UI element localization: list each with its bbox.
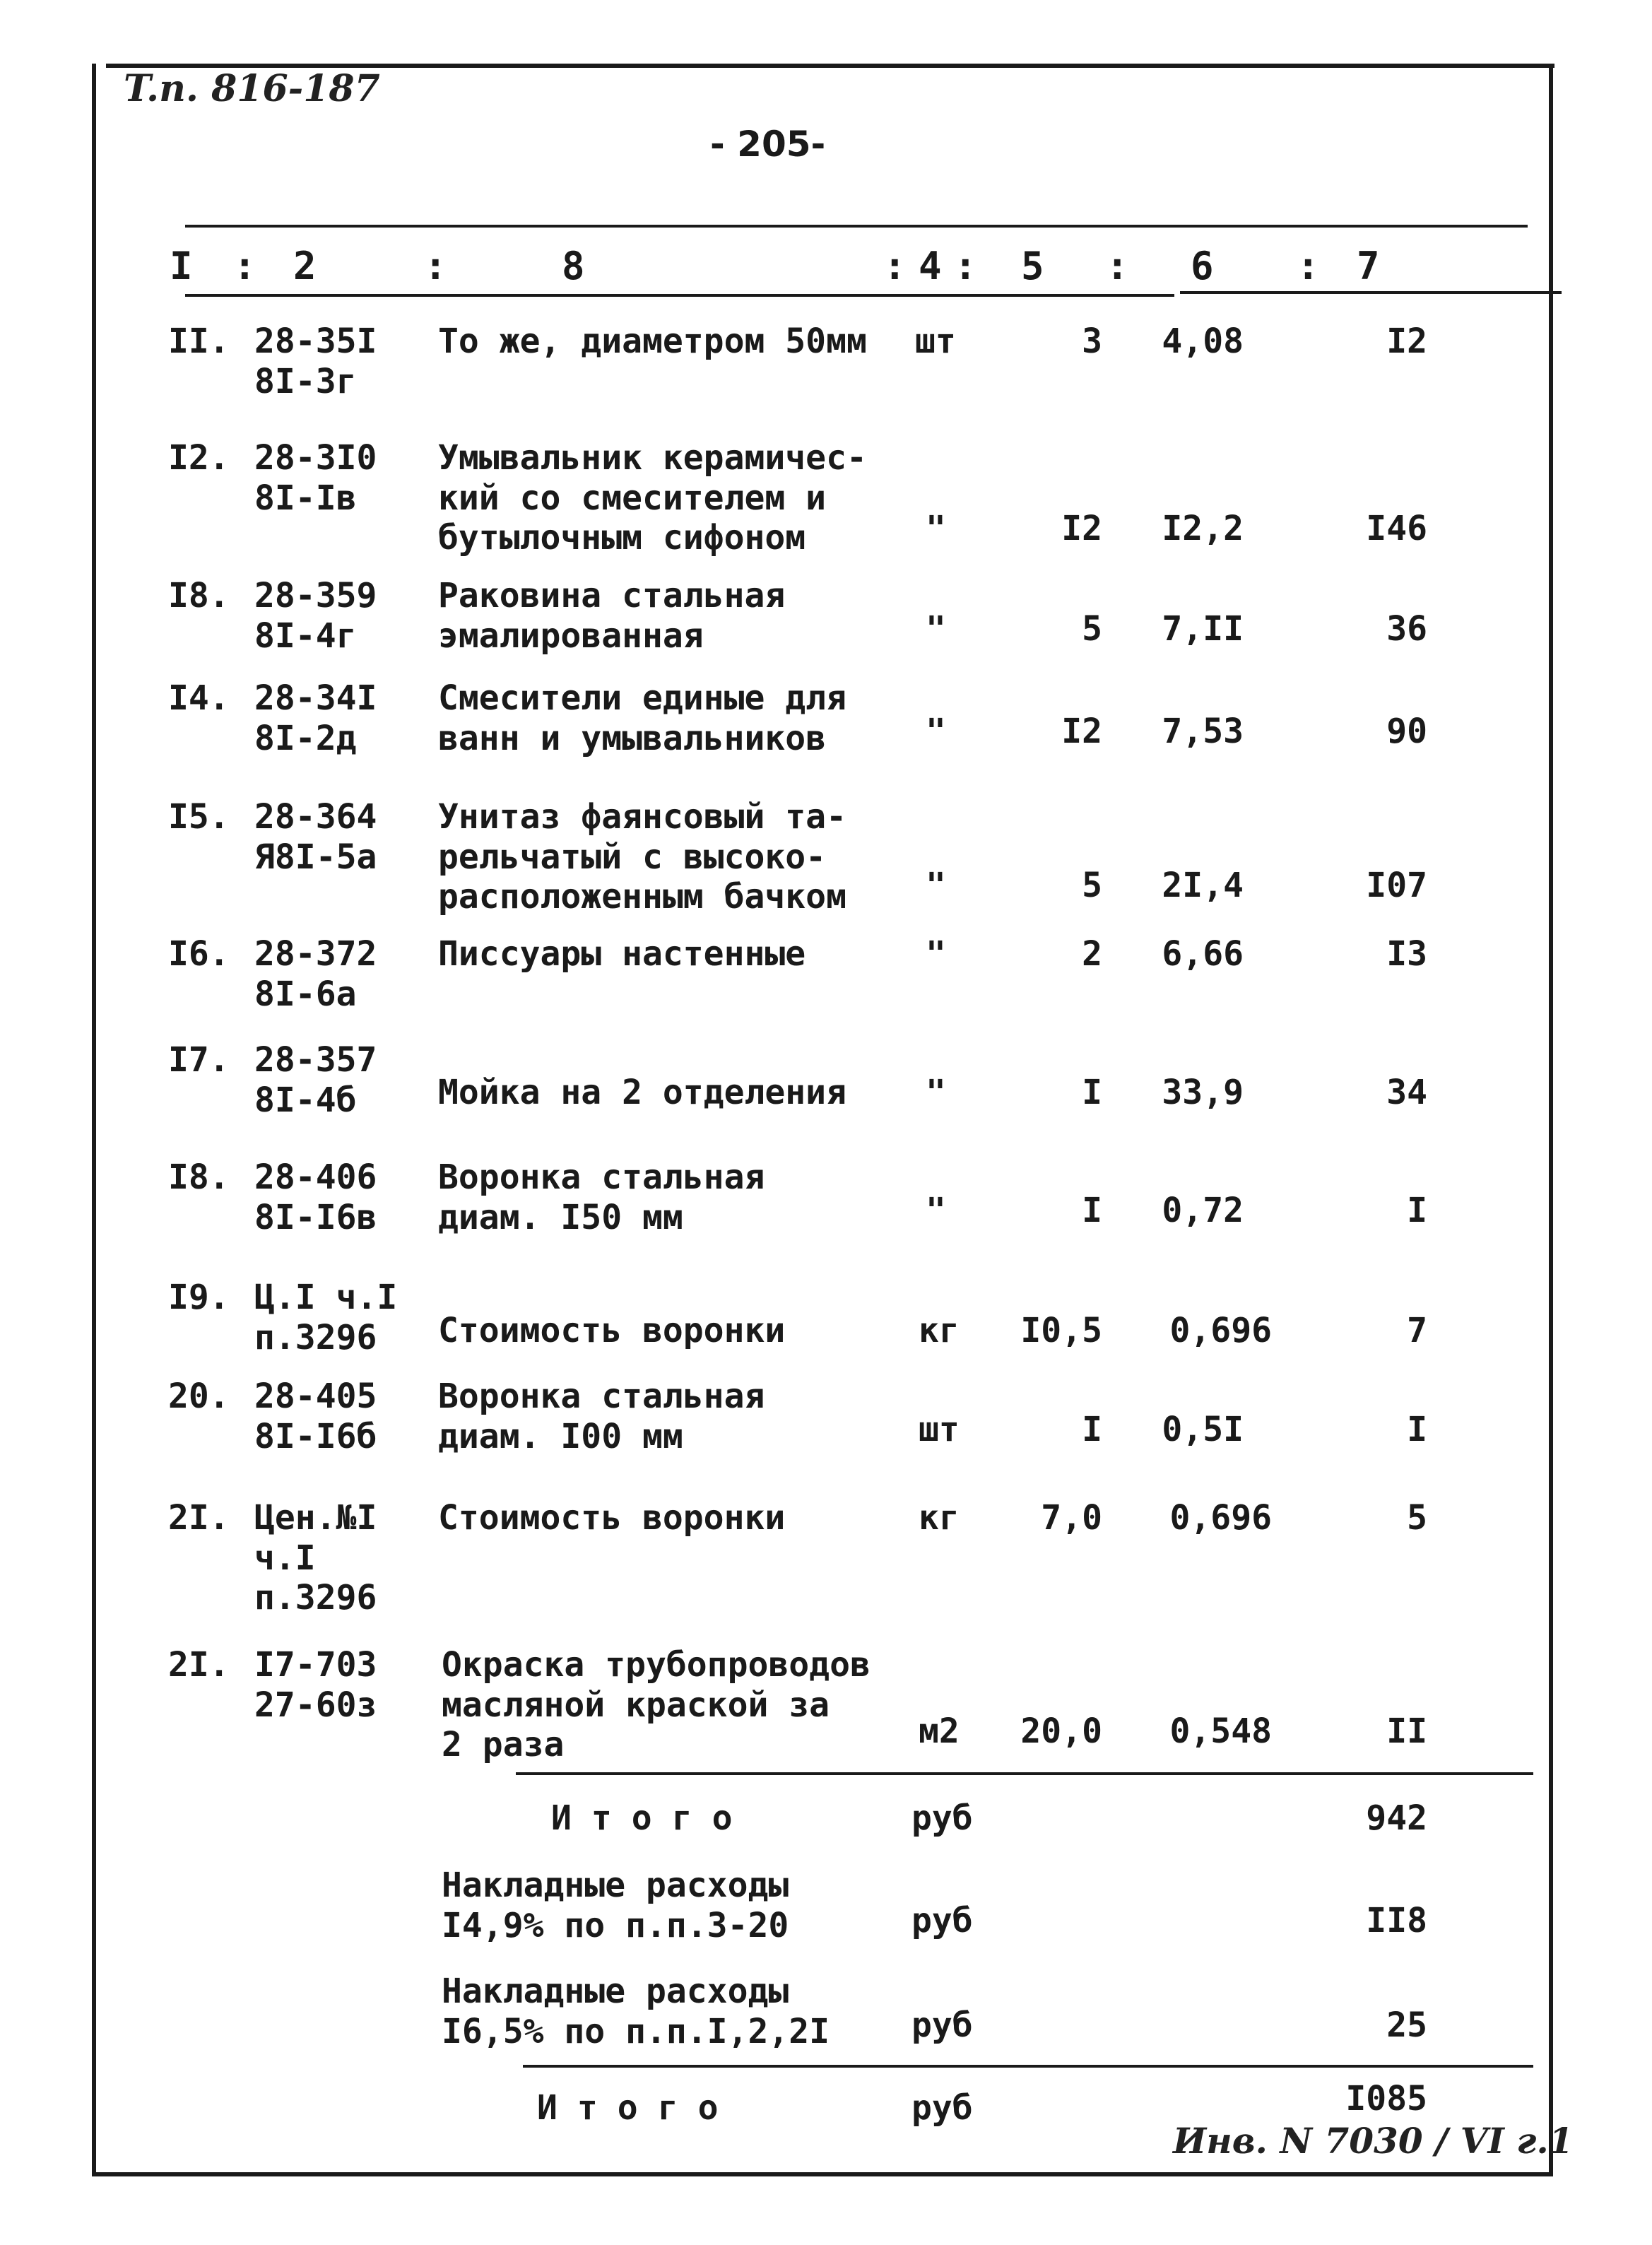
row-code: 28-34I 8I-2д xyxy=(254,678,377,758)
row-description: Смесители единые для ванн и умывальников xyxy=(438,678,846,758)
page-frame-bottom xyxy=(92,2172,1553,2176)
row-number: I6. xyxy=(168,934,230,974)
row-quantity: 3 xyxy=(1082,322,1102,361)
header-col-7: 7 xyxy=(1357,244,1380,288)
row-quantity: 20,0 xyxy=(1020,1711,1102,1751)
header-bottom-rule xyxy=(185,294,1174,297)
row-price: 33,9 xyxy=(1162,1073,1244,1112)
summary-unit: руб xyxy=(911,2088,973,2128)
header-sep: : xyxy=(883,244,907,288)
row-description: Окраска трубопроводов масляной краской за 2 раза xyxy=(442,1645,871,1765)
row-price: 6,66 xyxy=(1162,934,1244,974)
row-price: 4,08 xyxy=(1162,322,1244,361)
row-unit: " xyxy=(926,609,946,649)
row-total: I07 xyxy=(1366,866,1427,905)
row-description: Унитаз фаянсовый та- рельчатый с высоко- расположенным бачком xyxy=(438,797,846,917)
summary-label: Накладные расходы I4,9% по п.п.3-20 xyxy=(442,1866,789,1945)
summary-unit: руб xyxy=(911,2005,973,2045)
row-description: Воронка стальная диам. I00 мм xyxy=(438,1377,765,1456)
row-code: 28-3I0 8I-Iв xyxy=(254,438,377,518)
row-total: 5 xyxy=(1407,1498,1427,1538)
summary-unit: руб xyxy=(911,1901,973,1940)
row-price: 0,72 xyxy=(1162,1191,1244,1230)
row-number: I5. xyxy=(168,797,230,837)
row-code: I7-703 27-60з xyxy=(254,1645,377,1725)
row-price: 7,II xyxy=(1162,609,1244,649)
row-description: Писсуары настенные xyxy=(438,934,806,974)
row-total: I46 xyxy=(1366,509,1427,548)
row-price: 7,53 xyxy=(1162,712,1244,751)
row-quantity: I xyxy=(1082,1410,1102,1449)
row-description: Стоимость воронки xyxy=(438,1498,786,1538)
header-col-1: I xyxy=(170,244,193,288)
row-unit: шт xyxy=(915,322,956,361)
summary-total: 25 xyxy=(1386,2005,1427,2045)
row-price: 0,548 xyxy=(1169,1711,1272,1751)
row-unit: " xyxy=(926,934,946,974)
row-price: 0,5I xyxy=(1162,1410,1244,1449)
row-total: 90 xyxy=(1386,712,1427,751)
row-total: 34 xyxy=(1386,1073,1427,1112)
row-number: I7. xyxy=(168,1040,230,1080)
row-code: 28-357 8I-4б xyxy=(254,1040,377,1120)
row-code: Ц.I ч.I п.3296 xyxy=(254,1278,398,1357)
summary-total: 942 xyxy=(1366,1798,1427,1838)
row-number: I2. xyxy=(168,438,230,478)
header-bottom-rule-right xyxy=(1180,291,1562,294)
summary-unit: руб xyxy=(911,1798,973,1838)
row-total: 36 xyxy=(1386,609,1427,649)
header-sep: : xyxy=(954,244,977,288)
row-unit: " xyxy=(926,509,946,548)
row-description: Воронка стальная диам. I50 мм xyxy=(438,1157,765,1237)
row-code: Цен.№I ч.I п.3296 xyxy=(254,1498,377,1618)
row-total: I3 xyxy=(1386,934,1427,974)
summary-label: Итого xyxy=(537,2088,738,2128)
row-unit: " xyxy=(926,1191,946,1230)
row-number: 20. xyxy=(168,1377,230,1416)
page-frame-right xyxy=(1549,64,1553,2176)
row-price: 0,696 xyxy=(1169,1498,1272,1538)
row-code: 28-405 8I-I6б xyxy=(254,1377,377,1456)
row-unit: м2 xyxy=(919,1711,960,1751)
row-quantity: I2 xyxy=(1061,712,1102,751)
row-code: 28-364 Я8I-5а xyxy=(254,797,377,877)
row-quantity: I xyxy=(1082,1191,1102,1230)
row-code: 28-406 8I-I6в xyxy=(254,1157,377,1237)
row-quantity: I0,5 xyxy=(1020,1311,1102,1350)
page-number: - 205- xyxy=(710,124,826,165)
row-number: 2I. xyxy=(168,1498,230,1538)
row-description: Стоимость воронки xyxy=(438,1311,786,1350)
summary-total: II8 xyxy=(1366,1901,1427,1940)
document-code: T.п. 816-187 xyxy=(124,67,380,110)
row-quantity: 5 xyxy=(1082,609,1102,649)
row-unit: " xyxy=(926,1073,946,1112)
row-unit: кг xyxy=(919,1311,960,1350)
row-quantity: I xyxy=(1082,1073,1102,1112)
row-description: Мойка на 2 отделения xyxy=(438,1073,846,1112)
row-description: То же, диаметром 50мм xyxy=(438,322,867,361)
row-description: Раковина стальная эмалированная xyxy=(438,576,786,656)
row-unit: " xyxy=(926,866,946,905)
row-total: I2 xyxy=(1386,322,1427,361)
row-unit: шт xyxy=(919,1410,960,1449)
row-code: 28-359 8I-4г xyxy=(254,576,377,656)
row-total: II xyxy=(1386,1711,1427,1751)
row-quantity: 7,0 xyxy=(1041,1498,1102,1538)
header-sep: : xyxy=(233,244,256,288)
header-col-4: 4 xyxy=(919,244,942,288)
row-total: I xyxy=(1407,1191,1427,1230)
row-code: 28-372 8I-6а xyxy=(254,934,377,1014)
row-quantity: 2 xyxy=(1082,934,1102,974)
header-sep: : xyxy=(424,244,447,288)
row-number: I9. xyxy=(168,1278,230,1317)
row-total: I xyxy=(1407,1410,1427,1449)
row-quantity: 5 xyxy=(1082,866,1102,905)
row-unit: " xyxy=(926,712,946,751)
inventory-note: Инв. N 7030 / VI г.1 xyxy=(1173,2120,1574,2162)
row-total: 7 xyxy=(1407,1311,1427,1350)
header-top-rule xyxy=(185,225,1528,228)
row-price: I2,2 xyxy=(1162,509,1244,548)
summary-label: Итого xyxy=(551,1798,753,1838)
header-col-3: 8 xyxy=(562,244,585,288)
row-description: Умывальник керамичес- кий со смесителем и бутылочным сифоном xyxy=(438,438,867,558)
row-quantity: I2 xyxy=(1061,509,1102,548)
row-price: 0,696 xyxy=(1169,1311,1272,1350)
row-number: I4. xyxy=(168,678,230,718)
subtotal-rule xyxy=(516,1772,1533,1775)
page-frame-left xyxy=(92,64,96,2176)
header-sep: : xyxy=(1297,244,1320,288)
header-col-6: 6 xyxy=(1191,244,1214,288)
header-sep: : xyxy=(1106,244,1129,288)
total-rule xyxy=(523,2065,1533,2068)
header-col-5: 5 xyxy=(1021,244,1044,288)
row-code: 28-35I 8I-3г xyxy=(254,322,377,401)
row-number: I8. xyxy=(168,1157,230,1197)
summary-total: I085 xyxy=(1345,2079,1427,2119)
row-number: II. xyxy=(168,322,230,361)
row-number: I8. xyxy=(168,576,230,615)
summary-label: Накладные расходы I6,5% по п.п.I,2,2I xyxy=(442,1972,830,2051)
row-number: 2I. xyxy=(168,1645,230,1685)
row-price: 2I,4 xyxy=(1162,866,1244,905)
header-col-2: 2 xyxy=(293,244,317,288)
row-unit: кг xyxy=(919,1498,960,1538)
